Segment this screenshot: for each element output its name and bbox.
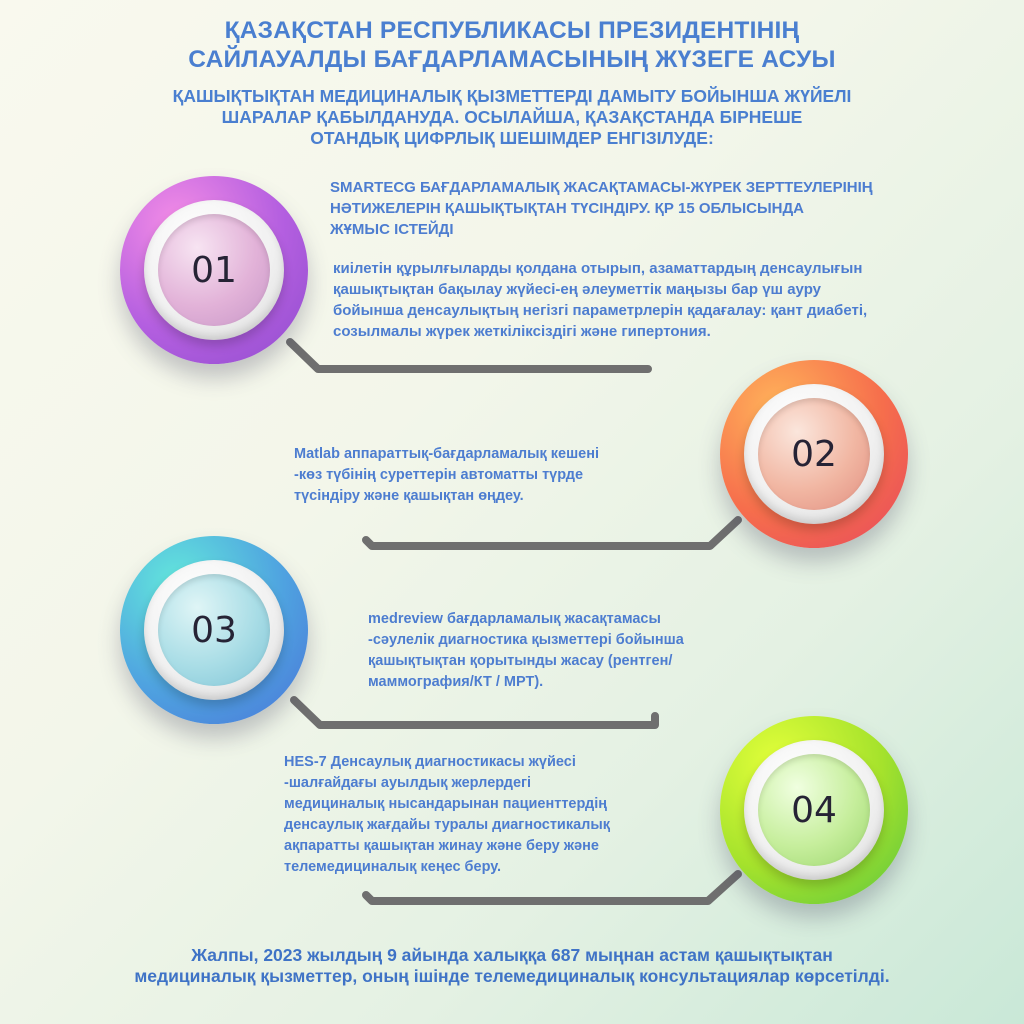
item-01-heading-line: ЖҰМЫС ІСТЕЙДІ [330, 221, 454, 238]
item-03-text-line: -сәулелік диагностика қызметтері бойынша [368, 632, 684, 648]
item-03-text-line: маммография/КТ / МРТ). [368, 674, 544, 690]
item-04-text [284, 752, 714, 878]
subtitle-line-1: ҚАШЫҚТЫҚТАН МЕДИЦИНАЛЫҚ ҚЫЗМЕТТЕРДІ ДАМЫТУ БОЙЫНША ЖҮЙЕЛІ [172, 86, 852, 106]
step-number-02: 02 [758, 398, 870, 510]
title-line-1: ҚАЗАҚСТАН РЕСПУБЛИКАСЫ ПРЕЗИДЕНТІНІҢ [224, 17, 800, 44]
item-01-heading [330, 177, 970, 240]
connector-01 [290, 342, 648, 369]
item-01-text-line: киілетін құрылғыларды қолдана отырып, азаматтардың денсаулығын [333, 260, 863, 277]
subtitle-line-3: ОТАНДЫҚ ЦИФРЛЫҚ ШЕШІМДЕР ЕНГІЗІЛУДЕ: [310, 128, 714, 148]
item-04-text-line: телемедициналық кеңес беру. [284, 859, 502, 875]
item-04-text-line: -шалғайдағы ауылдық жерлердегі [284, 775, 532, 791]
step-number-04: 04 [758, 754, 870, 866]
item-01-text-line: созылмалы жүрек жеткіліксіздігі және гипертония. [333, 323, 711, 340]
connector-04 [366, 874, 738, 901]
circle-ring [744, 384, 884, 524]
title-line-2: САЙЛАУАЛДЫ БАҒДАРЛАМАСЫНЫҢ ЖҮЗЕГЕ АСУЫ [188, 46, 836, 73]
item-04-text-line: медициналық нысандарынан пациенттердің [284, 796, 607, 812]
circle-ring [144, 200, 284, 340]
item-04-text-line: денсаулық жағдайы туралы диагностикалық [284, 817, 611, 833]
item-03-text [368, 609, 788, 693]
subtitle-line-2: ШАРАЛАР ҚАБЫЛДАНУДА. ОСЫЛАЙША, ҚАЗАҚСТАНДА БІРНЕШЕ [221, 107, 803, 127]
item-02-text-line: Matlab аппараттық-бағдарламалық кешені [294, 446, 600, 462]
item-04-text-line: ақпаратты қашықтан жинау және беру және [284, 838, 599, 854]
item-01-text [333, 258, 993, 342]
circle-01 [120, 176, 308, 364]
circle-04 [720, 716, 908, 904]
connector-03 [294, 700, 655, 725]
item-04-text-line: HES-7 Денсаулық диагностикасы жүйесі [284, 754, 576, 770]
page-subtitle [40, 86, 984, 149]
item-03-text-line: қашықтықтан қорытынды жасау (рентген/ [368, 653, 673, 669]
step-number-03: 03 [158, 574, 270, 686]
circle-02 [720, 360, 908, 548]
circle-ring [144, 560, 284, 700]
circle-ring [744, 740, 884, 880]
item-02-text-line: -көз түбінің суреттерін автоматты түрде [294, 467, 584, 483]
item-02-text-line: түсіндіру және қашықтан өңдеу. [294, 488, 524, 504]
item-01-text-line: бойынша денсаулықтың негізгі параметрлерін қадағалау: қант диабеті, [333, 302, 868, 319]
footer-line-1: Жалпы, 2023 жылдың 9 айында халыққа 687 мыңнан астам қашықтықтан [191, 945, 833, 965]
footer-line-2: медициналық қызметтер, оның ішінде телемедициналық консультациялар көрсетілді. [134, 966, 890, 986]
item-03-text-line: medreview бағдарламалық жасақтамасы [368, 611, 661, 627]
item-01-heading-line: НӘТИЖЕЛЕРІН ҚАШЫҚТЫҚТАН ТҮСІНДІРУ. ҚР 15 ОБЛЫСЫНДА [330, 200, 805, 217]
item-01-heading-line: SMARTECG БАҒДАРЛАМАЛЫҚ ЖАСАҚТАМАСЫ-ЖҮРЕК ЗЕРТТЕУЛЕРІНІҢ [330, 179, 873, 196]
footer-summary [20, 945, 1004, 987]
item-02-text [294, 444, 714, 507]
page-title [0, 16, 1024, 74]
step-number-01: 01 [158, 214, 270, 326]
connector-02 [366, 520, 738, 546]
circle-03 [120, 536, 308, 724]
item-01-text-line: қашықтықтан бақылау жүйесі-ең әлеуметтік маңызы бар үш ауру [333, 281, 821, 298]
